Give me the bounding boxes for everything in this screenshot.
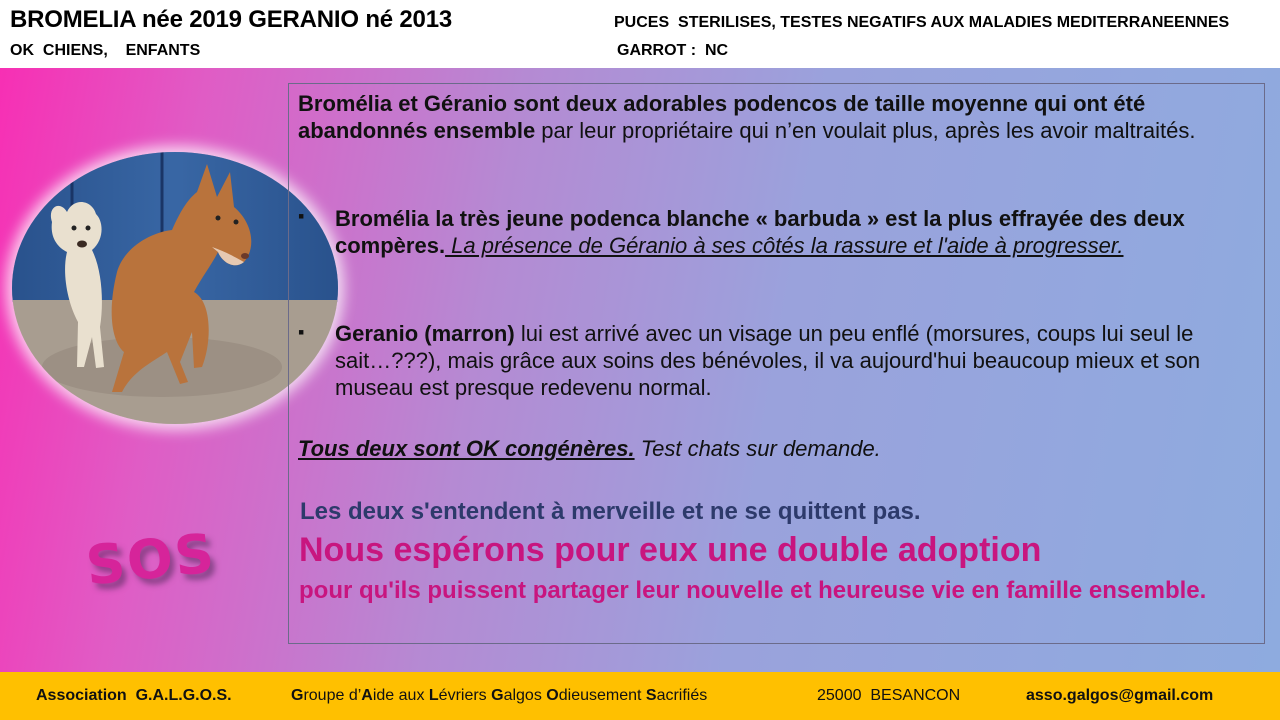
footer-group-name <box>291 687 707 705</box>
compat-paragraph <box>298 435 1258 462</box>
group-word: acrifiés <box>656 687 708 704</box>
group-cap: G <box>291 687 304 704</box>
group-cap: O <box>546 687 559 704</box>
footer-email[interactable]: asso.galgos@gmail.com <box>1026 687 1214 704</box>
closing-headline: Nous espérons pour eux une double adoption <box>299 531 1042 569</box>
compat-bold: Tous deux sont OK congénères. <box>298 436 635 461</box>
group-cap: L <box>428 687 439 704</box>
group-word: évriers <box>438 687 492 704</box>
bromelia-bullet <box>335 205 1245 259</box>
closing-line-3: pour qu'ils puissent partager leur nouvelle et heureuse vie en famille ensemble. <box>299 577 1207 604</box>
intro-rest: par leur propriétaire qui n’en voulait plus, après les avoir maltraités. <box>535 118 1196 143</box>
geranio-bullet <box>335 320 1245 401</box>
bromelia-bold: Bromélia la très jeune podenca blanche « barbuda » est la plus effrayée des deux compères. <box>335 206 1185 258</box>
compat-rest: Test chats sur demande. <box>634 436 881 461</box>
header <box>0 0 1280 68</box>
geranio-rest: lui est arrivé avec un visage un peu enflé (morsures, coups lui seul le sait…???), mais grâce aux soins des bénévoles, il va aujourd'hui beaucoup mieux et son museau est presque redevenu normal. <box>335 321 1201 400</box>
bromelia-note: La présence de Géranio à ses côtés la rassure et l'aide à progresser. <box>445 233 1124 258</box>
geranio-bold: Geranio (marron) <box>335 321 515 346</box>
group-word: roupe d’ <box>303 687 362 704</box>
group-cap: G <box>491 687 504 704</box>
group-word: ide aux <box>372 687 429 704</box>
group-cap: A <box>361 687 373 704</box>
footer <box>0 672 1280 720</box>
footer-city: 25000 BESANCON <box>817 687 961 704</box>
closing-line-1: Les deux s'entendent à merveille et ne se quittent pas. <box>300 498 921 525</box>
intro-bold: Bromélia et Géranio sont deux adorables podencos de taille moyenne qui ont été abandonnés ensemble <box>298 91 1146 143</box>
group-cap: S <box>645 687 657 704</box>
sos-label: SOS <box>83 521 219 598</box>
health-status: PUCES STERILISES, TESTES NEGATIFS AUX MALADIES MEDITERRANEENNES <box>614 14 1230 31</box>
garrot-info: GARROT : NC <box>617 42 729 59</box>
group-word: algos <box>503 687 547 704</box>
footer-association: Association G.A.L.G.O.S. <box>36 687 232 704</box>
compatibility-subtitle: OK CHIENS, ENFANTS <box>10 42 201 59</box>
group-word: dieusement <box>558 687 646 704</box>
page-title: BROMELIA née 2019 GERANIO né 2013 <box>10 6 452 33</box>
bullet-marker: ▪ <box>298 322 305 342</box>
bullet-marker: ▪ <box>298 206 305 226</box>
intro-paragraph <box>298 90 1258 144</box>
